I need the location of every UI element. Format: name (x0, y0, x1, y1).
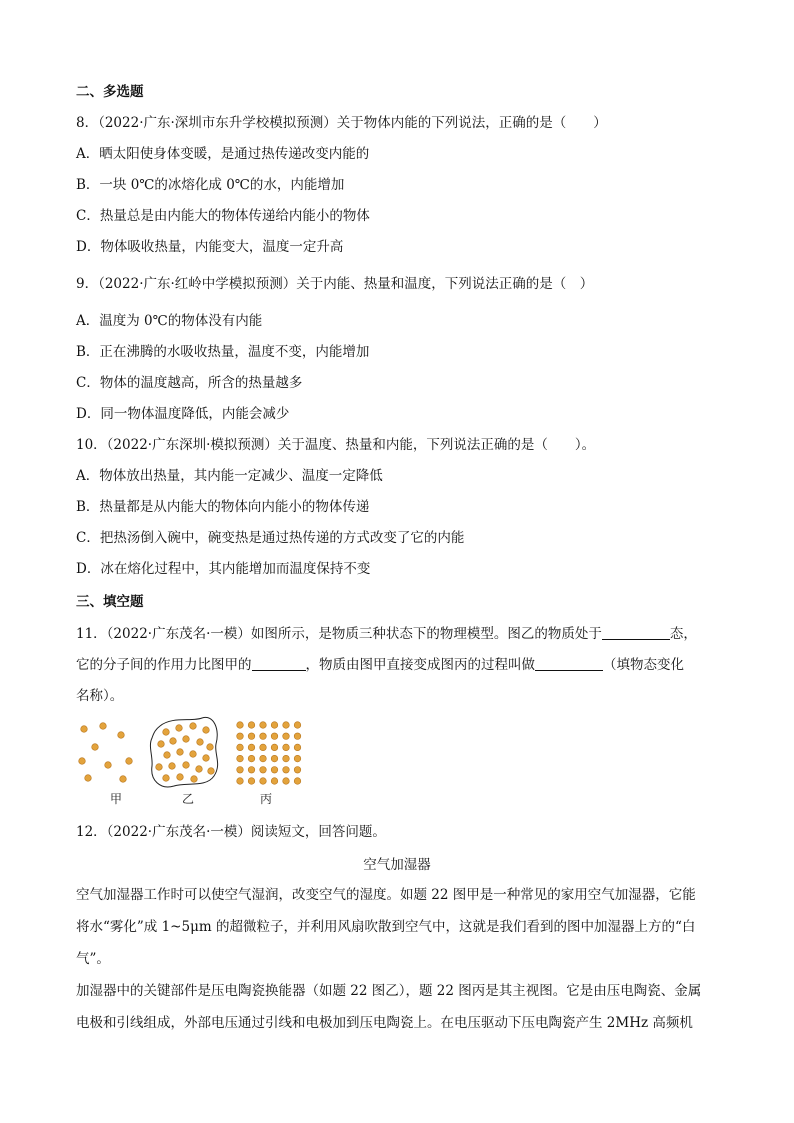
solid-particle (248, 767, 255, 774)
solid-particle (248, 722, 255, 729)
liquid-model-particles (156, 723, 215, 783)
solid-particle (294, 733, 301, 740)
solid-particle (283, 767, 290, 774)
solid-particle (248, 778, 255, 785)
question-8-option-d: D．物体吸收热量，内能变大，温度一定升高 (76, 239, 344, 255)
question-11-line-2 (76, 655, 684, 675)
question-11-text-c: 它的分子间的作用力比图甲的 (76, 657, 252, 673)
solid-particle (248, 733, 255, 740)
solid-particle (271, 767, 278, 774)
figure-label-bing: 丙 (260, 792, 273, 806)
question-10-option-b: B．热量都是从内能大的物体向内能小的物体传递 (76, 499, 370, 515)
question-9-stem: 9．（2022·广东·红岭中学模拟预测）关于内能、热量和温度，下列说法正确的是（ ） (76, 276, 594, 292)
question-8-option-b: B．一块 0℃的冰熔化成 0℃的水，内能增加 (76, 177, 345, 193)
answer-blank-3[interactable] (535, 655, 603, 671)
section-heading-fill-in: 三、填空题 (76, 594, 144, 610)
solid-particle (271, 733, 278, 740)
question-11-text-d: ，物质由图甲直接变成图丙的过程叫做 (305, 657, 535, 673)
solid-particle (294, 722, 301, 729)
answer-blank-2[interactable] (252, 655, 306, 671)
gas-model-particles (79, 723, 133, 783)
question-10-stem: 10．（2022·广东深圳·模拟预测）关于温度、热量和内能，下列说法正确的是（ ）。 (76, 437, 596, 453)
solid-particle (237, 767, 244, 774)
three-states-figure (76, 716, 316, 808)
section-heading-multiple-choice: 二、多选题 (76, 84, 144, 100)
solid-particle (248, 755, 255, 762)
solid-particle (260, 733, 267, 740)
solid-particle (271, 744, 278, 751)
solid-particle (260, 744, 267, 751)
solid-particle (294, 767, 301, 774)
question-11-text-b: 态， (669, 626, 697, 642)
question-10-option-a: A．物体放出热量，其内能一定减少、温度一定降低 (76, 468, 383, 484)
solid-particle (260, 755, 267, 762)
question-9-option-c: C．物体的温度越高，所含的热量越多 (76, 375, 303, 391)
question-11-text-e: （填物态变化 (603, 657, 684, 673)
solid-particle (283, 733, 290, 740)
solid-particle (271, 778, 278, 785)
question-11-text-a: 11．（2022·广东茂名·一模）如图所示，是物质三种状态下的物理模型。图乙的物质处于 (76, 626, 602, 642)
molecule-models-svg (76, 716, 316, 790)
solid-particle (294, 778, 301, 785)
solid-particle (237, 722, 244, 729)
solid-particle (283, 778, 290, 785)
article-p2-line-1: 加湿器中的关键部件是压电陶瓷换能器（如题 22 图乙），题 22 图丙是其主视图。它是由压电陶瓷、金属 (76, 983, 702, 999)
article-p1-line-1: 空气加湿器工作时可以使空气湿润，改变空气的湿度。如题 22 图甲是一种常见的家用空气加湿器，它能 (76, 887, 696, 903)
question-9-option-b: B．正在沸腾的水吸收热量，温度不变，内能增加 (76, 344, 370, 360)
solid-model-particles (237, 722, 301, 785)
figure-label-jia: 甲 (110, 792, 123, 806)
question-9-option-d: D．同一物体温度降低，内能会减少 (76, 406, 290, 422)
article-p2-line-2: 电极和引线组成，外部电压通过引线和电极加到压电陶瓷上。在电压驱动下压电陶瓷产生 2MHz 高频机 (76, 1015, 693, 1031)
question-9-option-a: A．温度为 0℃的物体没有内能 (76, 313, 263, 329)
question-11-line-1 (76, 624, 697, 644)
question-8-option-a: A．晒太阳使身体变暖，是通过热传递改变内能的 (76, 146, 370, 162)
answer-blank-1[interactable] (602, 624, 670, 640)
solid-particle (271, 722, 278, 729)
solid-particle (294, 755, 301, 762)
solid-particle (237, 778, 244, 785)
figure-label-yi: 乙 (182, 792, 195, 806)
question-10-option-c: C．把热汤倒入碗中，碗变热是通过热传递的方式改变了它的内能 (76, 530, 465, 546)
question-10-option-d: D．冰在熔化过程中，其内能增加而温度保持不变 (76, 561, 371, 577)
solid-particle (260, 722, 267, 729)
solid-particle (283, 744, 290, 751)
solid-particle (237, 733, 244, 740)
question-11-line-3: 名称）。 (76, 688, 124, 704)
solid-particle (260, 778, 267, 785)
article-p1-line-2: 将水“雾化”成 1~5μm 的超微粒子，并利用风扇吹散到空气中，这就是我们看到的图中加湿器上方的“白 (76, 919, 696, 935)
question-8-option-c: C．热量总是由内能大的物体传递给内能小的物体 (76, 208, 370, 224)
solid-particle (294, 744, 301, 751)
article-paragraph-2 (76, 975, 712, 1039)
solid-particle (260, 767, 267, 774)
question-8-stem: 8．（2022·广东·深圳市东升学校模拟预测）关于物体内能的下列说法，正确的是（ ） (76, 115, 607, 131)
solid-particle (237, 744, 244, 751)
article-paragraph-1 (76, 879, 712, 975)
article-p1-line-3: 气”。 (76, 951, 110, 967)
solid-particle (248, 744, 255, 751)
solid-particle (283, 722, 290, 729)
solid-particle (283, 755, 290, 762)
solid-particle (237, 755, 244, 762)
article-title: 空气加湿器 (363, 857, 431, 873)
solid-particle (271, 755, 278, 762)
question-12-stem: 12．（2022·广东茂名·一模）阅读短文，回答问题。 (76, 824, 386, 840)
